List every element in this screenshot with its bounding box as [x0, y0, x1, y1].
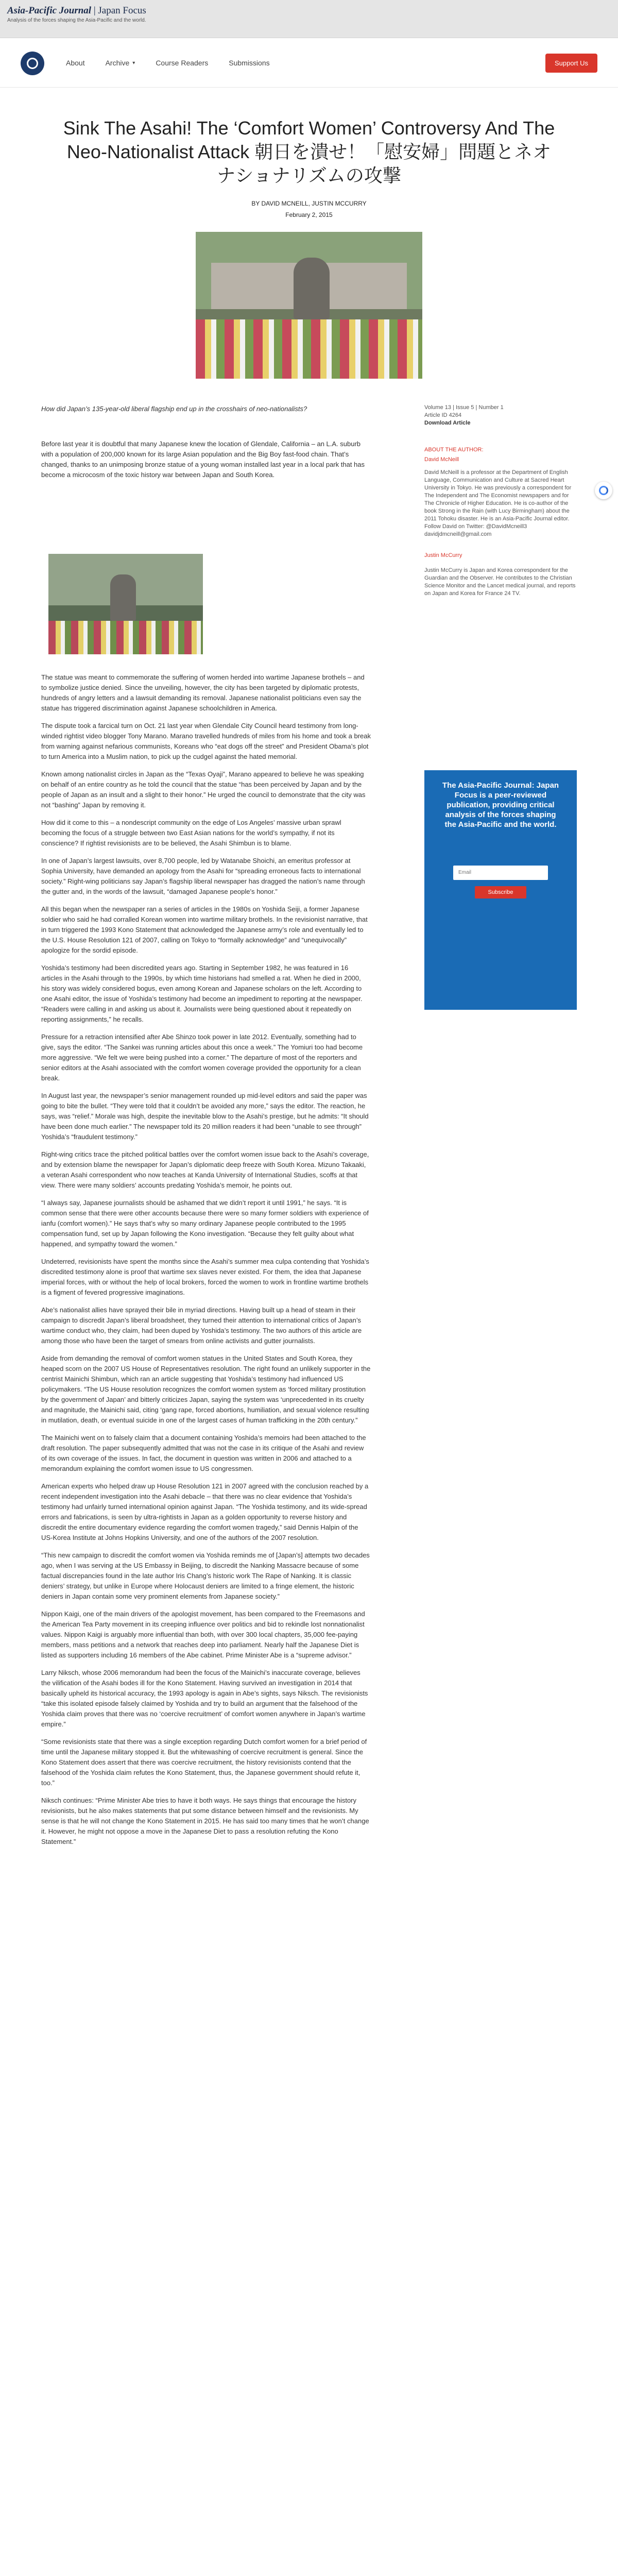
paragraph: Niksch continues: “Prime Minister Abe tries to have it both ways. He says things that encourage the history revisionists, but he also makes statements that put some distance between himself and the revisionists. My sense is that he will not change the Kono Statement in 2015. He has said too many times that he won’t change it. However, he might not oppose a move in the Japanese Diet to pass a resolution refuting the Kono Statement.”: [41, 1797, 369, 1845]
about-author: [424, 446, 577, 598]
paragraph: Abe’s nationalist allies have sprayed their bile in myriad directions. Having built up a head of steam in their campaign to discredit Japan’s liberal broadsheet, they turned their attention to international critics of Japan’s wartime conduct who, they claim, had been duped by Yoshida’s testimony. The two authors of this article are among those who have been the target of smears from online activists and gutter journalists.: [41, 1306, 362, 1345]
paragraph: “Some revisionists state that there was a single exception regarding Dutch comfort women for a brief period of time until the Japanese military stopped it. But the whitewashing of coercive recruitment is general. Since the Kono Statement does assert that there was coercive recruitment, the history revisionists contend that the falsehood of the Yoshida claim refutes the Kono Statement, thus, the Japanese government should refute it, too.”: [41, 1738, 367, 1787]
brand-tagline: Analysis of the forces shaping the Asia-Pacific and the world.: [7, 18, 146, 23]
article-title: Sink The Asahi! The ‘Comfort Women’ Controversy And The Neo-Nationalist Attack 朝日を潰せ！「慰安婦」問題とネオナショナリズムの攻撃: [63, 117, 555, 186]
author2-name[interactable]: Justin McCurry: [424, 552, 462, 558]
article-date: February 2, 2015: [285, 211, 333, 218]
nav-links: [66, 59, 270, 67]
main-nav: [0, 38, 618, 88]
statue-photo: [48, 554, 203, 654]
brand[interactable]: [7, 5, 146, 23]
brand-rest: | Japan Focus: [91, 5, 146, 16]
nav-archive[interactable]: Archive ▾: [105, 59, 135, 67]
article-meta: [424, 404, 577, 427]
paragraph: Aside from demanding the removal of comfort women statues in the United States and South Korea, they heaped scorn on the 2007 US House of Representatives resolution. The right found an unlikely supporter in the centrist Mainichi Shimbun, which ran an article suggesting that Yoshida’s testimony had influenced US policymakers. “The US House resolution recognizes the comfort women system as ‘forced military prostitution by the government of Japan’ and bitterly criticizes Japan, saying the system was ‘unprecedented in its cruelty and magnitude, the Mainichi said, citing ‘gang rape, forced abortions, humiliation, and sexual violence resulting in mutilation, death, or eventual suicide in one of the largest cases of human trafficking in the 20th century.”: [41, 1354, 371, 1424]
about-heading: ABOUT THE AUTHOR:: [424, 447, 484, 453]
support-us-button[interactable]: Support Us: [545, 54, 597, 73]
paragraph: Larry Niksch, whose 2006 memorandum had been the focus of the Mainichi’s inaccurate coverage, believes the vilification of the Asahi bodes ill for the Kono Statement. Having survived an investigation in 2014 that basically upheld its historical accuracy, the 1993 apology is again in Abe’s sights, says Niksch. The revisionists “take this isolated episode falsely claimed by Yoshida and try to build an argument that the falsehood of the Yoshida claim proves that there was no ‘coercive recruitment’ of comfort women anywhere in Japan’s wartime empire.”: [41, 1669, 368, 1728]
volume-info: Volume 13 | Issue 5 | Number 1: [424, 404, 504, 411]
paragraph: “I always say, Japanese journalists should be ashamed that we didn’t report it until 1991,” he says. “It is common sense that there were other accounts because there were so many former soldiers with experience of ianfu (comfort women).” He says that’s why so many ordinary Japanese people contributed to the 1995 compensation fund, set up by Japan following the Kono investigation. “Because they felt guilty about what happened, and sympathy toward the women.”: [41, 1199, 369, 1248]
email-input[interactable]: Email: [453, 866, 548, 880]
subscribe-button[interactable]: Subscribe: [475, 886, 526, 899]
article-byline: BY DAVID MCNEILL, JUSTIN MCCURRY: [251, 200, 367, 207]
paragraph: All this began when the newspaper ran a series of articles in the 1980s on Yoshida Seiji, a former Japanese soldier who said he had corralled Korean women into wartime military brothels. In the revisionist narrative, that in turn triggered the 1993 Kono Statement that acknowledged the Japanese army’s role and eventually led to the U.S. House Resolution 121 of 2007, calling on Tokyo to “formally acknowledge” and “unequivocally” apologize for the sordid episode.: [41, 905, 368, 954]
paragraph: In August last year, the newspaper’s senior management rounded up mid-level editors and said the paper was going to bite the bullet. “They were told that it couldn’t be avoided any more,” says the editor. The reaction, he says, was “relief.” Morale was high, despite the inevitable blow to the Asahi’s prestige, but he admits: “It should have been done much earlier.” The newspaper told its 20 million readers it had been “unable to see through” Yoshida’s “fraudulent testimony.”: [41, 1092, 369, 1141]
image-caption: How did Japan’s 135-year-old liberal flagship end up in the crosshairs of neo-nationalists?: [41, 405, 307, 413]
author2-bio: Justin McCurry is Japan and Korea correspondent for the Guardian and the Observer. He contributes to the Christian Science Monitor and the Lancet medical journal, and reports on Japan and Korea for France 24 TV.: [424, 567, 576, 597]
paragraph: Yoshida’s testimony had been discredited years ago. Starting in September 1982, he was featured in 16 articles in the Asahi through to the 1990s, by which time historians had smelled a rat. When he died in 2000, his story was widely considered bogus, even among Korean and Japanese scholars on the left. According to one Asahi editor, the issue of Yoshida’s testimony had become an impediment to reporting at the newspaper. “Readers were calling in and asking us about it. Journalists were being questioned about it repeatedly on reporting assignments,” he recalls.: [41, 964, 363, 1023]
paragraph: Pressure for a retraction intensified after Abe Shinzo took power in late 2012. Eventually, something had to give, says the editor. “The Sankei was running articles about this once a week.” The Yomiuri too had become more aggressive. “We felt we were being pushed into a corner.” The departure of most of the reporters and senior editors at the Asahi associated with the comfort women coverage provided the opportunity for a clean break.: [41, 1033, 363, 1082]
paragraph: The dispute took a farcical turn on Oct. 21 last year when Glendale City Council heard testimony from long-winded rightist video blogger Tony Marano. Marano travelled hundreds of miles from his home and took a break from warning against nefarious communists, Koreans who “eat dogs off the street” and President Obama’s plot to turn America into a Muslim nation, to pick up the cudgel against the hated memorial.: [41, 722, 371, 760]
article-body: [41, 672, 371, 1854]
paragraph: The statue was meant to commemorate the suffering of women herded into wartime Japanese brothels – and to symbolize justice denied. Since the unveiling, however, the city has been targeted by diplomatic protests, hundreds of angry letters and a lawsuit demanding its removal. Japanese nationalist politicians even say the statue has triggered discrimination against Japanese schoolchildren in America.: [41, 673, 365, 712]
paragraph: Right-wing critics trace the pitched political battles over the comfort women issue back to the Asahi’s coverage, and by extension blame the newspaper for Japan’s diplomatic deep freeze with South Korea. Mizuno Takaaki, a veteran Asahi correspondent who now teaches at Kanda University of International Studies, scoffs at that view. There were many soldiers’ accounts predating Yoshida’s memoir, he points out.: [41, 1150, 369, 1189]
hero-image: [196, 232, 422, 379]
paragraph: “This new campaign to discredit the comfort women via Yoshida reminds me of [Japan’s] attempts two decades ago, when I was serving at the US Embassy in Beijing, to discredit the Nanking Massacre because of some factual discrepancies found in the late author Iris Chang’s historic work The Rape of Nanking. It is classic deniers’ strategy, but unlike in Europe where Holocaust deniers are limited to a fringe element, the historic deniers in Japan contain some very prominent elements from Japanese society.”: [41, 1551, 370, 1600]
nav-about[interactable]: About: [66, 59, 85, 67]
nav-submissions[interactable]: Submissions: [229, 59, 270, 67]
nav-course-readers[interactable]: Course Readers: [156, 59, 209, 67]
top-banner: [0, 0, 618, 38]
article-id: Article ID 4264: [424, 412, 462, 418]
paragraph: In one of Japan’s largest lawsuits, over 8,700 people, led by Watanabe Shoichi, an emeritus professor at Sophia University, have demanded an apology from the Asahi for “spreading erroneous facts to international society.” Right-wing politicians say Japan’s flagship liberal newspaper has dragged the nation’s name through the gutter and, in the words of the lawsuit, “damaged Japanese people’s honor.”: [41, 857, 365, 895]
chevron-down-icon: ▾: [132, 60, 135, 66]
paragraph: American experts who helped draw up House Resolution 121 in 2007 agreed with the conclusion reached by a recent independent investigation into the Asahi debacle – that there was no clear evidence that Yoshida’s testimony had unfairly turned international opinion against Japan. “The Yoshida testimony, and its wide-spread errors and fabrications, is seen by ultra-rightists in Japan as a golden opportunity to reverse history and discredit the entire documentary evidence regarding the comfort women tragedy,” said Dennis Halpin of the US-Korea Institute at Johns Hopkins University, and one of the authors of the 2007 resolution.: [41, 1482, 369, 1541]
promo-text: The Asia-Pacific Journal: Japan Focus is a peer-reviewed publication, providing critical analysis of the forces shaping the Asia-Pacific and the world.: [442, 781, 559, 829]
paragraph: Nippon Kaigi, one of the main drivers of the apologist movement, has been compared to the Freemasons and the American Tea Party movement in its creeping influence over politics and bid to rekindle lost nonnationalist values. Nippon Kaigi is arguably more influential than both, with over 300 local chapters, 35,000 fee-paying members, mass petitions and a network that reaches deep into parliament. Nearly half the Japanese Diet is listed as supporters including 16 members of the Abe cabinet. Prime Minister Abe is a “supreme advisor.”: [41, 1610, 365, 1659]
article-body-intro: [41, 439, 371, 487]
subscribe-panel: [424, 770, 577, 1010]
paragraph: Undeterred, revisionists have spent the months since the Asahi’s summer mea culpa contending that Yoshida’s discredited testimony alone is proof that wartime sex slaves never existed. For them, the idea that Japanese imperial forces, with or without the help of local brokers, forced the women to work in frontline wartime brothels is a figment of fevered progressive imaginations.: [41, 1258, 369, 1296]
brand-italic: Asia-Pacific Journal: [7, 5, 92, 16]
paragraph: How did it come to this – a nondescript community on the edge of Los Angeles’ massive urban sprawl becoming the focus of a struggle between two East Asian nations for the world’s sympathy, if not its conscience? If rightist revisionists are to be believed, the Asahi Shimbun is to blame.: [41, 819, 341, 847]
paragraph: Before last year it is doubtful that many Japanese knew the location of Glendale, California – an L.A. suburb with a population of 200,000 known for its large Asian population and the Big Boy fast-food chain. That’s changed, thanks to an unimposing bronze statue of a young woman installed last year in a local park that has become a microcosm of the toxic history war between Japan and South Korea.: [41, 440, 365, 479]
recaptcha-icon[interactable]: [595, 482, 612, 499]
download-article-link[interactable]: Download Article: [424, 420, 471, 426]
paragraph: The Mainichi went on to falsely claim that a document containing Yoshida’s memoirs had been attached to the draft resolution. The paper subsequently admitted that was not the case in its critique of the Asahi and review of its own coverage of the issues. In fact, the document in question was written in 2006 and attached to a memorandum explaining the comfort women issue to US congressmen.: [41, 1434, 366, 1472]
apjjf-logo-icon[interactable]: [21, 52, 44, 75]
paragraph: Known among nationalist circles in Japan as the “Texas Oyaji”, Marano appeared to believe he was speaking on behalf of an entire country as he told the council that the statue “has been perceived by Japan and by the people of Japan as an insult and a slight to their honor.” He urged the council to demonstrate that the city was not “bashing” Japan by removing it.: [41, 770, 366, 809]
author1-name[interactable]: David McNeill: [424, 456, 459, 463]
author1-bio: David McNeill is a professor at the Department of English Language, Communication and Culture at Sacred Heart University in Tokyo. He was previously a correspondent for The Independent and The Economist newspapers and for The Chronicle of Higher Education. He is co-author of the book Strong in the Rain (with Lucy Birmingham) about the 2011 Tohoku disaster. He is an Asia-Pacific Journal editor. Follow David on Twitter: @DavidMcneill3 davidjdmcneill@gmail.com: [424, 469, 572, 537]
